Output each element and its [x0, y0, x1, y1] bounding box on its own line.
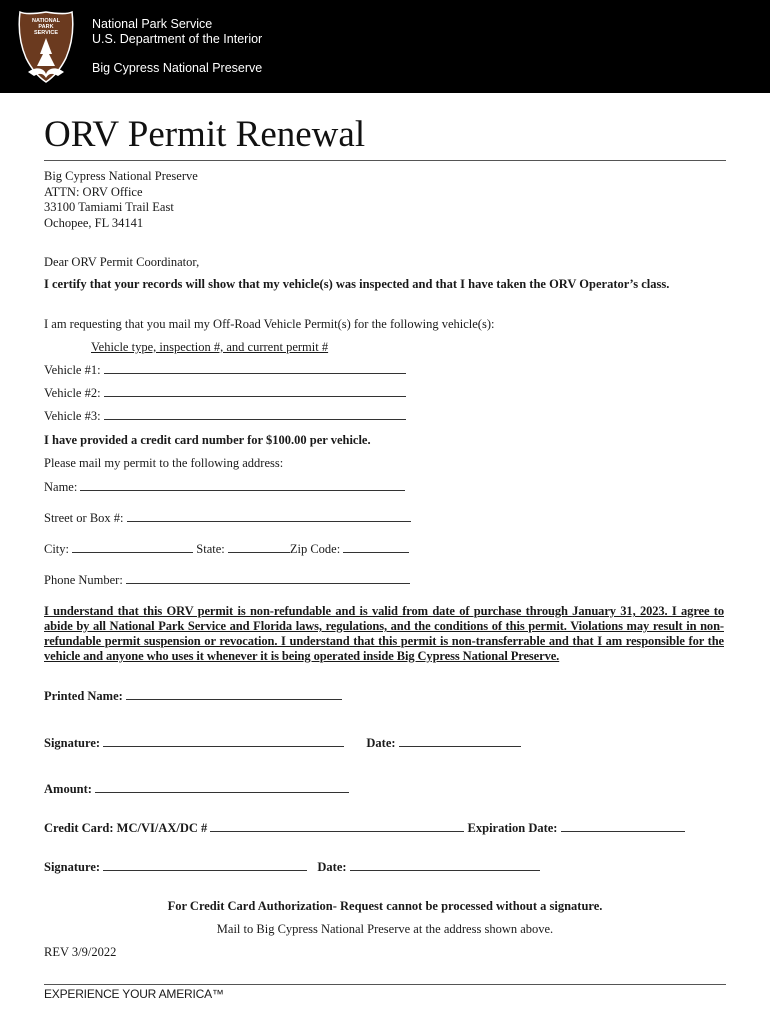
address-line: 33100 Tamiami Trail East	[44, 200, 174, 214]
credit-card-label: Credit Card: MC/VI/AX/DC #	[44, 821, 208, 835]
amount-field[interactable]	[95, 782, 349, 793]
street-field[interactable]	[127, 511, 411, 522]
state-label: State:	[196, 542, 225, 556]
park-unit-name: Big Cypress National Preserve	[92, 61, 263, 75]
signature2-label: Signature:	[44, 860, 101, 874]
mail-instruction: Please mail my permit to the following address:	[44, 456, 284, 470]
signature-row	[44, 736, 521, 751]
footer-tagline: EXPERIENCE YOUR AMERICA™	[44, 987, 224, 1001]
signature2-row	[44, 860, 540, 875]
logo-text-service: SERVICE	[33, 30, 59, 36]
page-title: ORV Permit Renewal	[44, 114, 366, 155]
zip-field[interactable]	[343, 542, 409, 553]
printed-name-label: Printed Name:	[44, 689, 123, 703]
mail-note: Mail to Big Cypress National Preserve at the address shown above.	[216, 922, 554, 936]
signature-label: Signature:	[44, 736, 101, 750]
certification-statement: I certify that your records will show that my vehicle(s) was inspected and that I have taken the ORV Operator’s class.	[44, 277, 670, 291]
arrowhead-icon	[18, 10, 74, 84]
credit-card-field[interactable]	[210, 821, 464, 832]
signature-field[interactable]	[103, 736, 344, 747]
name-field[interactable]	[80, 480, 405, 491]
vehicle-2-field[interactable]	[104, 386, 406, 397]
phone-label: Phone Number:	[44, 573, 123, 587]
city-field[interactable]	[72, 542, 193, 553]
date2-field[interactable]	[350, 860, 540, 871]
vehicle-2-row	[44, 386, 406, 401]
credit-card-row	[44, 821, 685, 836]
agency-name: National Park Service	[92, 17, 213, 31]
agency-block	[92, 17, 262, 47]
title-divider	[44, 160, 726, 161]
vehicle-3-row	[44, 409, 406, 424]
name-row	[44, 480, 405, 495]
zip-label: Zip Code:	[289, 542, 341, 556]
street-row	[44, 511, 411, 526]
expiration-label: Expiration Date:	[467, 821, 558, 835]
printed-name-field[interactable]	[126, 689, 342, 700]
request-statement: I am requesting that you mail my Off-Road Vehicle Permit(s) for the following vehicle(s):	[44, 317, 495, 331]
phone-row	[44, 573, 410, 588]
vehicle-header: Vehicle type, inspection #, and current permit #	[91, 340, 329, 354]
nps-banner	[0, 0, 770, 93]
city-state-zip-row	[44, 542, 409, 557]
state-field[interactable]	[228, 542, 290, 553]
address-line: Ochopee, FL 34141	[44, 215, 144, 230]
city-label: City:	[44, 542, 70, 556]
vehicle-3-label: Vehicle #3:	[44, 409, 101, 423]
agreement-statement: I understand that this ORV permit is non-refundable and is valid from date of purchase through January 31, 2023. I agree to abide by all National Park Service and Florida laws, regulations, and the conditions of this permit. Violations may result in non-refundable permit suspension or revocation. I understand that this permit is non-transferrable and that I am responsible for the vehicle and anyone who uses it whenever it is being operated inside Big Cypress National Preserve.	[44, 604, 724, 663]
vehicle-1-label: Vehicle #1:	[44, 363, 101, 377]
vehicle-1-row	[44, 363, 406, 378]
vehicle-2-label: Vehicle #2:	[44, 386, 101, 400]
date2-label: Date:	[317, 860, 347, 874]
credit-card-note: I have provided a credit card number for $100.00 per vehicle.	[44, 433, 371, 447]
signature2-field[interactable]	[103, 860, 307, 871]
amount-label: Amount:	[44, 782, 92, 796]
salutation: Dear ORV Permit Coordinator,	[44, 255, 200, 269]
name-label: Name:	[44, 480, 78, 494]
authorization-note: For Credit Card Authorization- Request cannot be processed without a signature.	[167, 899, 603, 913]
date-field[interactable]	[399, 736, 521, 747]
amount-row	[44, 782, 349, 797]
address-line: ATTN: ORV Office	[44, 184, 143, 199]
street-label: Street or Box #:	[44, 511, 124, 525]
footer-divider	[44, 984, 726, 985]
expiration-field[interactable]	[561, 821, 685, 832]
mailing-address	[44, 169, 198, 231]
revision-date: REV 3/9/2022	[44, 945, 117, 959]
vehicle-1-field[interactable]	[104, 363, 406, 374]
address-line: Big Cypress National Preserve	[44, 169, 198, 183]
phone-field[interactable]	[126, 573, 410, 584]
vehicle-3-field[interactable]	[104, 409, 406, 420]
printed-name-row	[44, 689, 342, 704]
date-label: Date:	[366, 736, 396, 750]
logo-text-park: PARK	[38, 24, 54, 30]
logo-text-national: NATIONAL	[31, 18, 61, 24]
department-name: U.S. Department of the Interior	[92, 32, 263, 46]
